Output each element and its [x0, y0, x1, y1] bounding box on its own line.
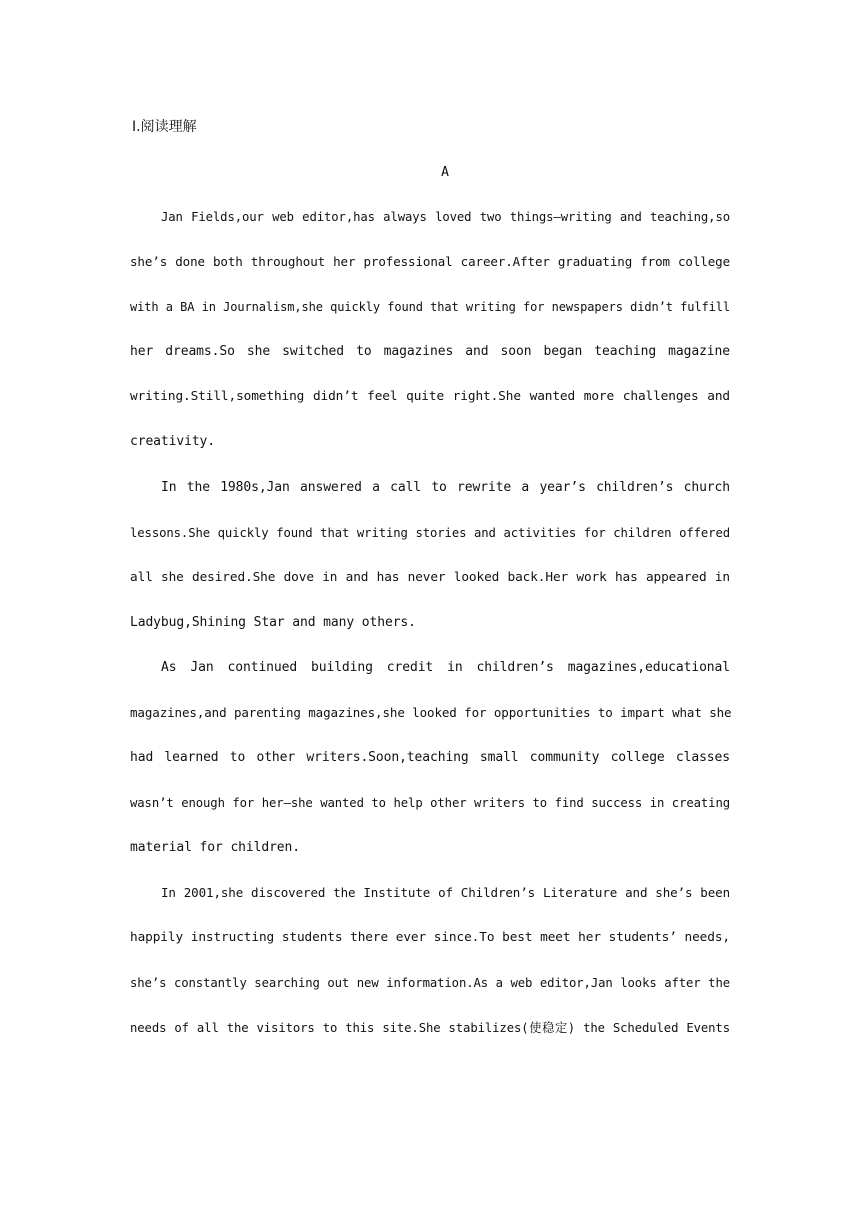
text-line: magazines,and parenting magazines,she looked for opportunities to impart what she [130, 705, 732, 720]
text-line: In the 1980s,Jan answered a call to rewrite a year’s children’s church [161, 480, 730, 495]
section-heading: Ⅰ.阅读理解 [132, 119, 197, 135]
text-line: she’s done both throughout her professional career.After graduating from college [130, 254, 730, 269]
text-line: wasn’t enough for her—she wanted to help other writers to find success in creating [130, 796, 730, 810]
text-line: In 2001,she discovered the Institute of Children’s Literature and she’s been [161, 885, 730, 900]
text-line: happily instructing students there ever since.To best meet her students’ needs, [130, 930, 730, 945]
text-line: her dreams.So she switched to magazines and soon began teaching magazine [130, 344, 730, 359]
text-line: all she desired.She dove in and has never looked back.Her work has appeared in [130, 570, 730, 585]
passage-letter: A [441, 165, 449, 180]
text-line: needs of all the visitors to this site.She stabilizes(使稳定) the Scheduled Events [130, 1021, 730, 1035]
text-line: Ladybug,Shining Star and many others. [130, 615, 416, 630]
text-line: with a BA in Journalism,she quickly found that writing for newspapers didn’t fulfill [130, 300, 730, 314]
text-line: she’s constantly searching out new information.As a web editor,Jan looks after the [130, 976, 730, 990]
text-line: Jan Fields,our web editor,has always loved two things—writing and teaching,so [161, 210, 730, 224]
text-line: creativity. [130, 434, 215, 449]
text-line: had learned to other writers.Soon,teaching small community college classes [130, 750, 730, 765]
text-line: material for children. [130, 840, 300, 855]
text-line: lessons.She quickly found that writing stories and activities for children offered [130, 526, 730, 540]
text-line: writing.Still,something didn’t feel quite right.She wanted more challenges and [130, 389, 730, 404]
text-line: As Jan continued building credit in children’s magazines,educational [161, 660, 730, 675]
